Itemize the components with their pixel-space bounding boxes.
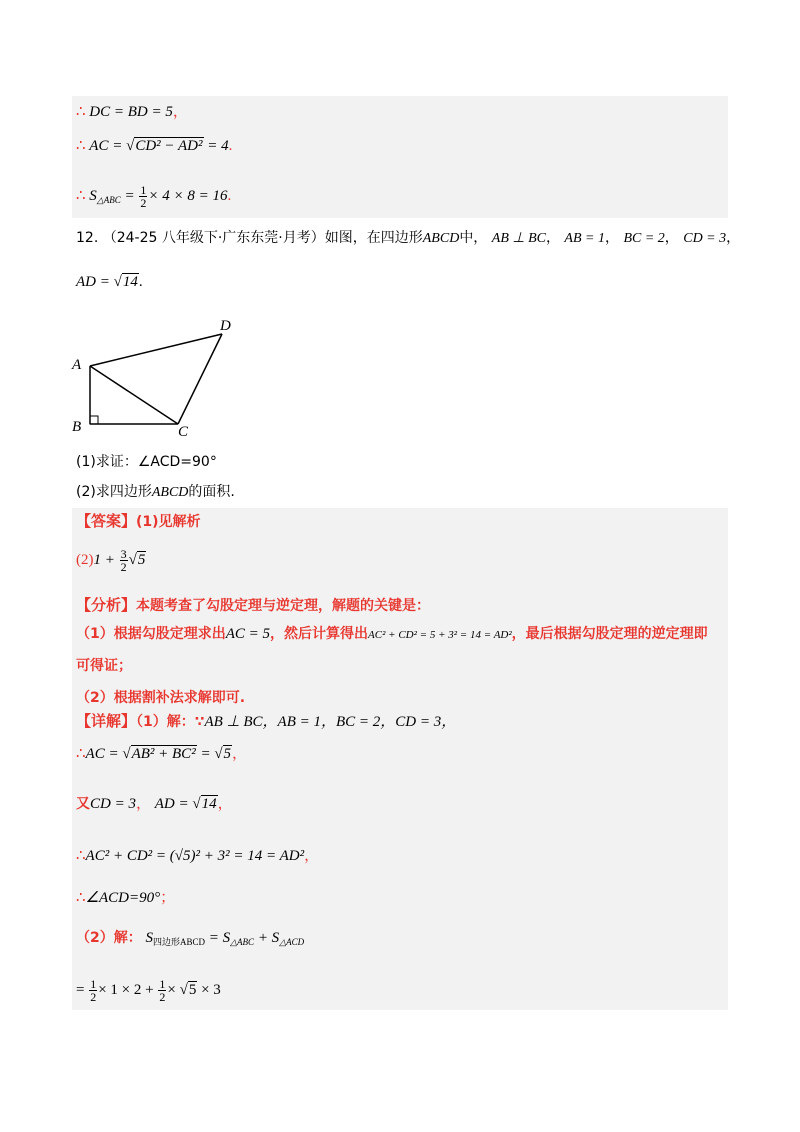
detail-line-4: ∴AC² + CD² = (√5)² + 3² = 14 = AD²，	[76, 848, 320, 864]
analysis-p1-cont: 可得证；	[76, 658, 132, 674]
detail-line-5: ∴∠ACD=90°；	[76, 890, 176, 906]
label-A: A	[72, 357, 82, 373]
label-D: D	[220, 318, 231, 334]
detail-line-7: = $\frac{1}{2}$ × 1 × 2 + $\frac{1}{2}$ × √5 × 3	[76, 977, 221, 1004]
problem-statement: 12. （24-25 八年级下·广东东莞·月考）如图，在四边形ABCD中， AB ⊥ BC， AB = 1， BC = 2， CD = 3，	[76, 230, 741, 246]
question-2: (2)求四边形ABCD的面积.	[76, 484, 235, 500]
answer-line-2: (2)1 + $\frac{3}{2}$ √5	[76, 547, 146, 574]
quadrilateral-figure	[70, 312, 270, 442]
detail-line-1: 【详解】（1）解：∵AB ⊥ BC，AB = 1，BC = 2，CD = 3，	[76, 714, 457, 730]
prev-line-3: ∴ $S_{\triangle ABC}$ = $\frac{1}{2}$ × 4 × 8 = 16.	[76, 183, 232, 210]
analysis-line: 【分析】本题考查了勾股定理与逆定理，解题的关键是：	[76, 598, 431, 614]
analysis-p1: （1）根据勾股定理求出AC = 5，然后计算得出AC² + CD² = 5 + 3² = 14 = AD²，最后根据勾股定理的逆定理即	[76, 626, 708, 642]
detail-line-3: 又CD = 3， AD = √14，	[76, 796, 233, 812]
prev-line-1: ∴ DC = BD = 5，	[76, 104, 188, 120]
answer-line-1: 【答案】(1)见解析	[76, 514, 201, 530]
analysis-p2: （2）根据割补法求解即可.	[76, 690, 246, 706]
prev-line-2: ∴ AC = √CD² − AD² = 4.	[76, 138, 233, 154]
label-B: B	[72, 419, 82, 435]
detail-line-6: （2）解： $S_{四边形ABCD} = S_{\triangle ABC} + S_{\triangle ACD}$	[76, 930, 305, 947]
label-C: C	[178, 424, 189, 440]
detail-line-2: ∴AC = √AB² + BC² = √5，	[76, 746, 248, 762]
question-1: (1)求证：∠ACD=90°	[76, 454, 217, 470]
problem-statement-cont: AD = √14.	[76, 274, 143, 290]
